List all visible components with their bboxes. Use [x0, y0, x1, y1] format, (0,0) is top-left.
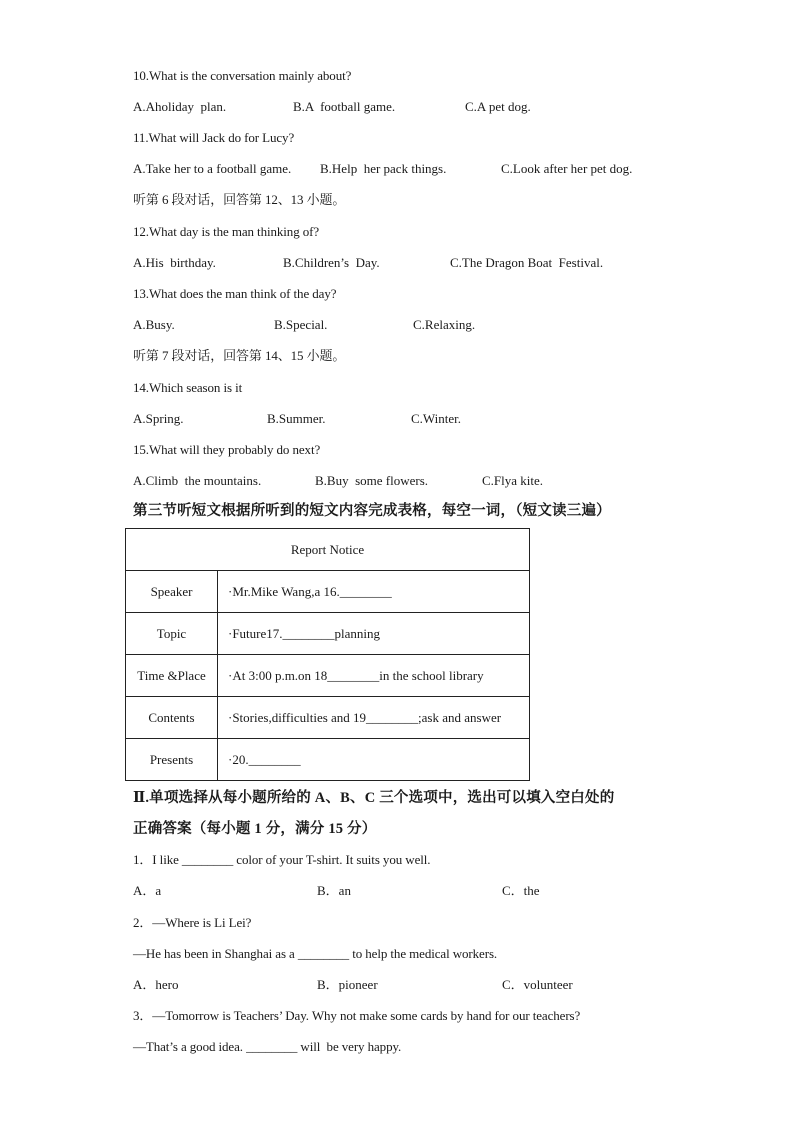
instruction-dialog-6: 听第 6 段对话，回答第 12、13 小题。: [133, 192, 346, 207]
part-2-heading-line-2: 正确答案（每小题 1 分，满分 15 分）: [133, 821, 377, 837]
mc2-option-a: A．hero: [133, 977, 179, 992]
row-label-time-place: Time &Place: [126, 655, 218, 697]
q11-option-c: C.Look after her pet dog.: [501, 161, 633, 176]
row-label-speaker: Speaker: [126, 571, 218, 613]
mc-question-2-answer-line: —He has been in Shanghai as a ________ to help the medical workers.: [133, 946, 498, 961]
row-value-presents: ·20.________: [218, 739, 530, 781]
table-row: [126, 571, 530, 613]
question-14: 14.Which season is it: [133, 380, 243, 395]
question-13: 13.What does the man think of the day?: [133, 286, 337, 301]
q12-option-b: B.Children’s Day.: [283, 255, 380, 270]
q14-option-c: C.Winter.: [411, 411, 462, 426]
q13-option-c: C.Relaxing.: [413, 317, 476, 332]
row-value-topic: ·Future17.________planning: [218, 613, 530, 655]
instruction-dialog-7: 听第 7 段对话，回答第 14、15 小题。: [133, 348, 346, 363]
q14-option-a: A.Spring.: [133, 411, 184, 426]
q13-option-a: A.Busy.: [133, 317, 175, 332]
mc2-option-c: C．volunteer: [502, 977, 573, 992]
mc1-option-a: A．a: [133, 883, 162, 898]
mc-question-3-answer-line: —That’s a good idea. ________ will be very happy.: [133, 1039, 402, 1054]
q10-option-c: C.A pet dog.: [465, 99, 531, 114]
q11-option-a: A.Take her to a football game.: [133, 161, 292, 176]
mc-question-1: 1．I like ________ color of your T-shirt. It suits you well.: [133, 852, 431, 867]
mc1-option-b: B．an: [317, 883, 351, 898]
question-15: 15.What will they probably do next?: [133, 442, 321, 457]
row-label-topic: Topic: [126, 613, 218, 655]
table-row: [126, 529, 530, 571]
question-10: 10.What is the conversation mainly about?: [133, 68, 352, 83]
q15-option-b: B.Buy some flowers.: [315, 473, 429, 488]
q15-option-c: C.Flya kite.: [482, 473, 544, 488]
q12-option-c: C.The Dragon Boat Festival.: [450, 255, 604, 270]
q12-option-a: A.His birthday.: [133, 255, 216, 270]
part-2-heading-line-1: Ⅱ.单项选择从每小题所给的 A、B、C 三个选项中，选出可以填入空白处的: [133, 790, 615, 806]
row-label-presents: Presents: [126, 739, 218, 781]
question-12: 12.What day is the man thinking of?: [133, 224, 320, 239]
question-11: 11.What will Jack do for Lucy?: [133, 130, 295, 145]
mc-question-2: 2．—Where is Li Lei?: [133, 915, 252, 930]
row-value-time-place: ·At 3:00 p.m.on 18________in the school library: [218, 655, 530, 697]
mc-question-3: 3．—Tomorrow is Teachers’ Day. Why not make some cards by hand for our teachers?: [133, 1008, 581, 1023]
table-row: [126, 613, 530, 655]
q14-option-b: B.Summer.: [267, 411, 326, 426]
mc1-option-c: C．the: [502, 883, 540, 898]
table-row: [126, 655, 530, 697]
row-label-contents: Contents: [126, 697, 218, 739]
section-3-heading: 第三节听短文根据所听到的短文内容完成表格，每空一词，（短文读三遍）: [133, 503, 611, 519]
q13-option-b: B.Special.: [274, 317, 328, 332]
table-row: [126, 739, 530, 781]
row-value-speaker: ·Mr.Mike Wang,a 16.________: [218, 571, 530, 613]
row-value-contents: ·Stories,difficulties and 19________;ask and answer: [218, 697, 530, 739]
mc2-option-b: B．pioneer: [317, 977, 378, 992]
report-notice-table: [125, 528, 530, 781]
q11-option-b: B.Help her pack things.: [320, 161, 447, 176]
q15-option-a: A.Climb the mountains.: [133, 473, 262, 488]
table-row: [126, 697, 530, 739]
q10-option-a: A.Aholiday plan.: [133, 99, 227, 114]
table-title: Report Notice: [126, 529, 530, 571]
q10-option-b: B.A football game.: [293, 99, 396, 114]
